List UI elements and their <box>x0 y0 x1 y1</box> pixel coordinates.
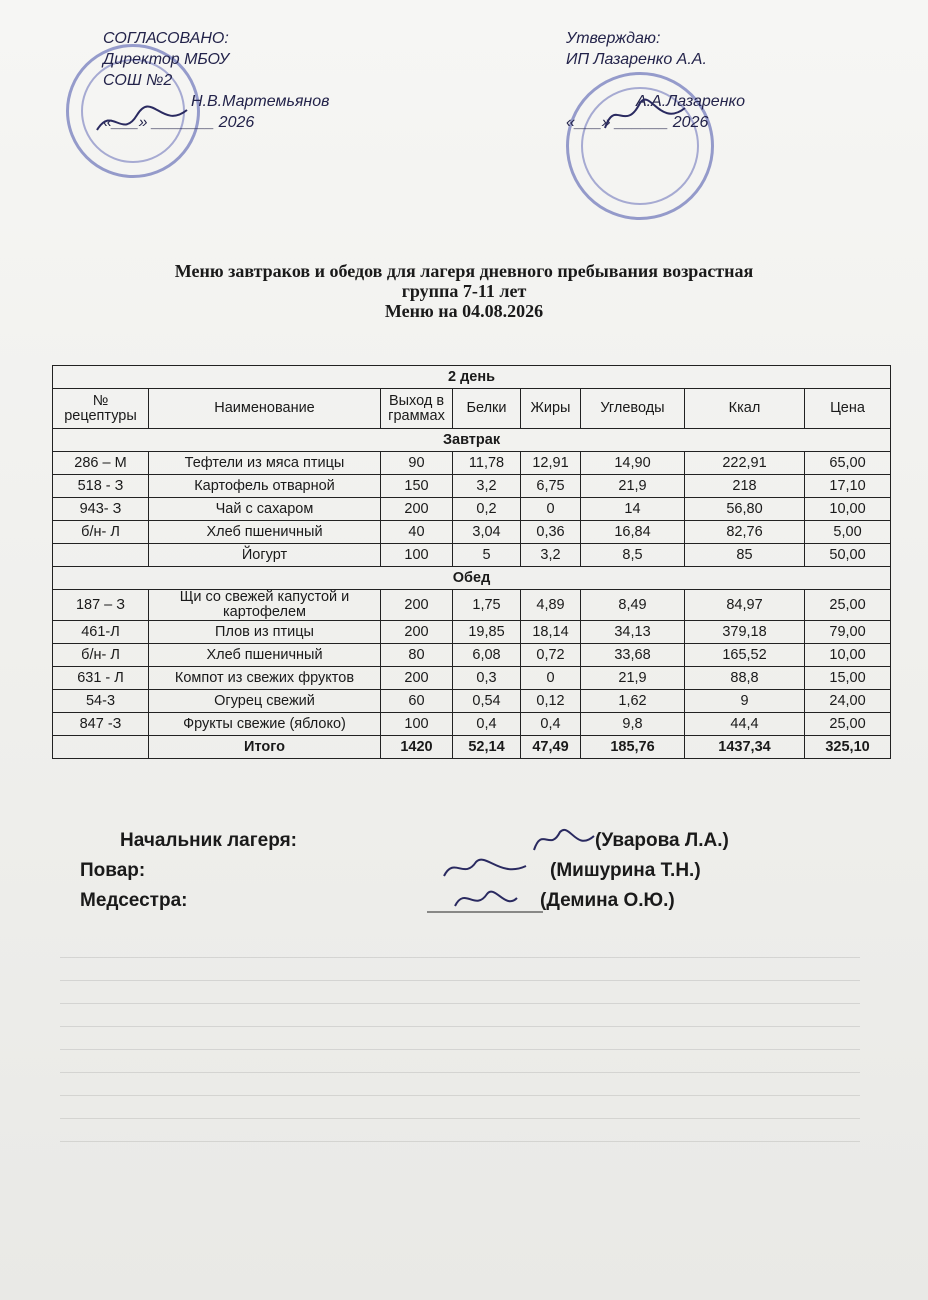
table-cell: Фрукты свежие (яблоко) <box>149 713 381 736</box>
table-cell: Компот из свежих фруктов <box>149 667 381 690</box>
cook-name: (Мишурина Т.Н.) <box>550 860 701 881</box>
table-cell: 85 <box>685 544 805 567</box>
total-cell: 47,49 <box>521 736 581 759</box>
table-cell: Чай с сахаром <box>149 498 381 521</box>
table-cell: 200 <box>381 667 453 690</box>
table-cell: 943- З <box>53 498 149 521</box>
table-cell: 15,00 <box>805 667 891 690</box>
breakfast-rows <box>53 452 891 567</box>
table-cell: 461-Л <box>53 621 149 644</box>
table-cell: 0,4 <box>453 713 521 736</box>
table-cell: 0,36 <box>521 521 581 544</box>
table-cell: 0,54 <box>453 690 521 713</box>
table-row <box>53 644 891 667</box>
table-cell: Плов из птицы <box>149 621 381 644</box>
table-cell: 6,75 <box>521 475 581 498</box>
table-cell: 9,8 <box>581 713 685 736</box>
column-header: Выход в граммах <box>381 389 453 429</box>
table-cell: 8,49 <box>581 590 685 621</box>
table-cell: 12,91 <box>521 452 581 475</box>
table-cell: 54-3 <box>53 690 149 713</box>
table-cell: 9 <box>685 690 805 713</box>
column-header: № рецептуры <box>53 389 149 429</box>
lunch-section: Обед <box>53 567 891 590</box>
head-name: (Уварова Л.А.) <box>595 830 729 851</box>
table-cell: 65,00 <box>805 452 891 475</box>
total-row <box>53 736 891 759</box>
nurse-label: Медсестра: <box>80 890 188 911</box>
table-cell: 14,90 <box>581 452 685 475</box>
table-cell: 21,9 <box>581 475 685 498</box>
table-cell: б/н- Л <box>53 644 149 667</box>
cook-signature <box>440 850 530 886</box>
total-cell: 185,76 <box>581 736 685 759</box>
title-line2: группа 7-11 лет <box>401 281 527 301</box>
table-cell: 14 <box>581 498 685 521</box>
table-cell: 0,2 <box>453 498 521 521</box>
total-cell <box>53 736 149 759</box>
table-row <box>53 667 891 690</box>
table-cell: 8,5 <box>581 544 685 567</box>
table-cell: 84,97 <box>685 590 805 621</box>
table-cell: 90 <box>381 452 453 475</box>
table-cell: Огурец свежий <box>149 690 381 713</box>
table-cell: 286 – М <box>53 452 149 475</box>
approval-right-line2: ИП Лазаренко А.А. <box>566 51 707 68</box>
table-cell: 17,10 <box>805 475 891 498</box>
director-signature <box>92 100 192 140</box>
column-header: Белки <box>453 389 521 429</box>
table-cell: 18,14 <box>521 621 581 644</box>
table-cell: 10,00 <box>805 644 891 667</box>
total-cell: Итого <box>149 736 381 759</box>
table-cell: 19,85 <box>453 621 521 644</box>
approval-right-line1: Утверждаю: <box>566 30 661 47</box>
table-row <box>53 521 891 544</box>
table-cell: 518 - З <box>53 475 149 498</box>
day-header: 2 день <box>53 366 891 389</box>
menu-table <box>52 365 891 759</box>
show-through-shadow <box>60 935 860 1265</box>
head-signature <box>530 822 600 858</box>
breakfast-section: Завтрак <box>53 429 891 452</box>
table-cell: 11,78 <box>453 452 521 475</box>
table-cell: 25,00 <box>805 590 891 621</box>
table-cell: Хлеб пшеничный <box>149 521 381 544</box>
column-header: Жиры <box>521 389 581 429</box>
total-cell: 325,10 <box>805 736 891 759</box>
table-cell: 100 <box>381 544 453 567</box>
table-cell: 5,00 <box>805 521 891 544</box>
table-cell: 80 <box>381 644 453 667</box>
table-cell: 222,91 <box>685 452 805 475</box>
table-cell: 10,00 <box>805 498 891 521</box>
approval-right-line4: А.А.Лазаренко <box>636 93 745 110</box>
table-cell: б/н- Л <box>53 521 149 544</box>
signature-block <box>80 830 820 920</box>
table-cell: Картофель отварной <box>149 475 381 498</box>
table-cell: 0,72 <box>521 644 581 667</box>
table-cell: 200 <box>381 498 453 521</box>
entrepreneur-signature <box>600 88 690 138</box>
table-cell: 50,00 <box>805 544 891 567</box>
approval-left-line1: СОГЛАСОВАНО: <box>103 30 229 47</box>
table-cell: Хлеб пшеничный <box>149 644 381 667</box>
table-row <box>53 544 891 567</box>
table-cell: Йогурт <box>149 544 381 567</box>
total-cell: 1437,34 <box>685 736 805 759</box>
nurse-name: (Демина О.Ю.) <box>540 890 675 911</box>
total-cell: 1420 <box>381 736 453 759</box>
table-cell: 5 <box>453 544 521 567</box>
table-cell: Тефтели из мяса птицы <box>149 452 381 475</box>
cook-label: Повар: <box>80 860 146 881</box>
table-row <box>53 452 891 475</box>
table-cell: 44,4 <box>685 713 805 736</box>
table-row <box>53 590 891 621</box>
table-cell: 0,4 <box>521 713 581 736</box>
title-line1: Меню завтраков и обедов для лагеря дневного пребывания возрастная <box>174 261 754 281</box>
table-cell: 60 <box>381 690 453 713</box>
table-cell: 0 <box>521 498 581 521</box>
table-cell: 88,8 <box>685 667 805 690</box>
title-line3: Меню на 04.08.2026 <box>384 301 544 321</box>
table-cell: 6,08 <box>453 644 521 667</box>
table-cell: 150 <box>381 475 453 498</box>
table-cell: 3,2 <box>521 544 581 567</box>
head-label: Начальник лагеря: <box>120 830 297 851</box>
column-header: Ккал <box>685 389 805 429</box>
table-cell: 56,80 <box>685 498 805 521</box>
table-cell: 100 <box>381 713 453 736</box>
lunch-rows <box>53 590 891 736</box>
column-header: Наименование <box>149 389 381 429</box>
table-cell: 34,13 <box>581 621 685 644</box>
table-cell: 3,2 <box>453 475 521 498</box>
table-cell <box>53 544 149 567</box>
table-header-row <box>53 389 891 429</box>
table-cell: 3,04 <box>453 521 521 544</box>
approval-left-line2: Директор МБОУ <box>103 51 230 68</box>
table-row <box>53 621 891 644</box>
table-cell: 200 <box>381 590 453 621</box>
table-cell: 1,62 <box>581 690 685 713</box>
table-cell: 25,00 <box>805 713 891 736</box>
table-cell: 0,12 <box>521 690 581 713</box>
column-header: Цена <box>805 389 891 429</box>
table-cell: 82,76 <box>685 521 805 544</box>
table-cell: 218 <box>685 475 805 498</box>
table-cell: 187 – З <box>53 590 149 621</box>
document-title <box>60 261 868 321</box>
column-header: Углеводы <box>581 389 685 429</box>
table-row <box>53 498 891 521</box>
table-cell: 79,00 <box>805 621 891 644</box>
table-cell: 0,3 <box>453 667 521 690</box>
table-cell: 21,9 <box>581 667 685 690</box>
table-cell: 4,89 <box>521 590 581 621</box>
approval-left-line5: «___» _______ 2026 <box>103 114 255 131</box>
table-cell: 24,00 <box>805 690 891 713</box>
table-cell: 0 <box>521 667 581 690</box>
table-cell: 631 - Л <box>53 667 149 690</box>
total-cell: 52,14 <box>453 736 521 759</box>
approval-right-line5: «___» ______ 2026 <box>566 114 709 131</box>
approval-left-line4: Н.В.Мартемьянов <box>191 93 330 110</box>
approval-left-line3: СОШ №2 <box>103 72 173 89</box>
table-cell: 40 <box>381 521 453 544</box>
table-cell: 1,75 <box>453 590 521 621</box>
table-cell: 200 <box>381 621 453 644</box>
table-cell: 16,84 <box>581 521 685 544</box>
table-row <box>53 713 891 736</box>
table-row <box>53 690 891 713</box>
table-cell: 165,52 <box>685 644 805 667</box>
table-cell: 33,68 <box>581 644 685 667</box>
table-row <box>53 475 891 498</box>
table-cell: Щи со свежей капустой и картофелем <box>149 590 381 621</box>
table-cell: 379,18 <box>685 621 805 644</box>
table-cell: 847 -З <box>53 713 149 736</box>
nurse-signature <box>425 882 545 918</box>
